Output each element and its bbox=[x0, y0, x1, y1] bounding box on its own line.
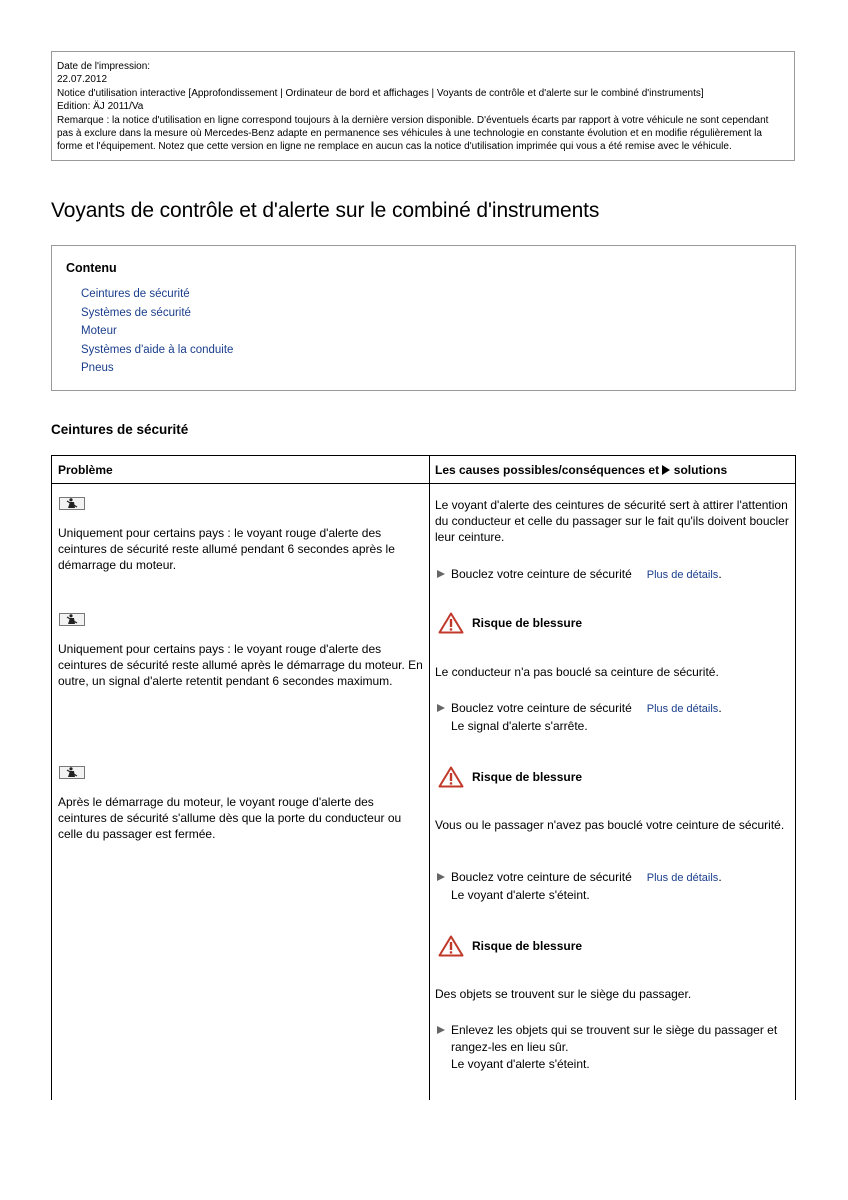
table-of-contents bbox=[51, 245, 796, 391]
link-period: . bbox=[718, 701, 722, 715]
cause-text: Des objets se trouvent sur le siège du passager. bbox=[435, 987, 692, 1001]
warning-label: Risque de blessure bbox=[472, 770, 583, 784]
seatbelt-icon bbox=[59, 766, 85, 779]
step-bullet-icon bbox=[437, 704, 445, 712]
link-period: . bbox=[718, 567, 722, 581]
arrow-right-icon bbox=[662, 465, 670, 475]
table-header bbox=[52, 456, 795, 484]
solution-step bbox=[435, 700, 790, 735]
solution-step bbox=[435, 566, 790, 584]
warning-label: Risque de blessure bbox=[472, 939, 583, 953]
print-date-label: Date de l'impression: bbox=[57, 61, 151, 72]
cause-text: Le voyant d'alerte des ceintures de sécurité sert à attirer l'attention du conducteur et celle du passager sur le fait qu'ils doivent boucler leur ceinture. bbox=[435, 498, 789, 544]
toc-link-seatbelts[interactable]: Ceintures de sécurité bbox=[81, 288, 190, 300]
warning-triangle-icon bbox=[438, 766, 464, 788]
warning-label: Risque de blessure bbox=[472, 616, 583, 630]
step-bullet-icon bbox=[437, 873, 445, 881]
step-result: Le signal d'alerte s'arrête. bbox=[451, 719, 588, 733]
step-text: Bouclez votre ceinture de sécurité bbox=[451, 567, 632, 581]
more-details-link[interactable]: Plus de détails bbox=[646, 569, 719, 581]
warning-triangle-icon bbox=[438, 935, 464, 957]
seatbelt-table bbox=[51, 455, 796, 1100]
step-text: Enlevez les objets qui se trouvent sur le siège du passager et rangez-les en lieu sûr. bbox=[451, 1023, 778, 1054]
toc-link-driving-assist[interactable]: Systèmes d'aide à la conduite bbox=[81, 343, 234, 356]
warning-heading bbox=[438, 766, 582, 788]
page-title: Voyants de contrôle et d'alerte sur le combiné d'instruments bbox=[51, 199, 600, 222]
col-solutions-label: solutions bbox=[673, 463, 728, 477]
problem-text: Uniquement pour certains pays : le voyant rouge d'alerte des ceintures de sécurité reste allumé après le démarrage du moteur. En outre, un signal d'alerte retentit pendant 6 secondes maximum. bbox=[58, 642, 423, 688]
solution-step bbox=[435, 869, 790, 904]
step-bullet-icon bbox=[437, 1026, 445, 1034]
print-date: 22.07.2012 bbox=[57, 74, 108, 86]
solution-step bbox=[435, 1022, 790, 1073]
step-result: Le voyant d'alerte s'éteint. bbox=[451, 1057, 590, 1071]
seatbelt-icon bbox=[59, 497, 85, 510]
toc-link-safety-systems[interactable]: Systèmes de sécurité bbox=[81, 306, 191, 319]
warning-heading bbox=[438, 935, 582, 957]
warning-heading bbox=[438, 612, 582, 634]
cause-text: Le conducteur n'a pas bouclé sa ceinture de sécurité. bbox=[435, 665, 719, 679]
print-info-box bbox=[51, 51, 795, 161]
toc-link-tyres[interactable]: Pneus bbox=[81, 362, 114, 374]
problem-text: Uniquement pour certains pays : le voyant rouge d'alerte des ceintures de sécurité reste allumé pendant 6 secondes après le démarrage du moteur. bbox=[58, 526, 395, 572]
toc-link-engine[interactable]: Moteur bbox=[81, 325, 117, 337]
link-period: . bbox=[718, 870, 722, 884]
more-details-link[interactable]: Plus de détails bbox=[646, 872, 719, 884]
col-problem: Problème bbox=[58, 463, 113, 477]
cause-text: Vous ou le passager n'avez pas bouclé votre ceinture de sécurité. bbox=[435, 818, 785, 832]
col-causes-label: Les causes possibles/conséquences et bbox=[435, 463, 660, 477]
column-divider bbox=[429, 456, 430, 1100]
seatbelt-icon bbox=[59, 613, 85, 626]
step-text: Bouclez votre ceinture de sécurité bbox=[451, 701, 632, 715]
remark: Remarque : la notice d'utilisation en ligne correspond toujours à la dernière version disponible. D'éventuels écarts par rapport à votre véhicule ne sont cependant pas à exclure dans la mesure où Mercedes-Benz adapte en permanence ses véhicules à une technologie en constante évolution et en modifie régulièrement la forme et l'équipement. Notez que cette version en ligne ne remplace en aucun cas la notice d'utilisation imprimée qui vous a été remise avec le véhicule. bbox=[57, 114, 769, 153]
more-details-link[interactable]: Plus de détails bbox=[646, 703, 719, 715]
step-result: Le voyant d'alerte s'éteint. bbox=[451, 888, 590, 902]
col-causes bbox=[435, 463, 727, 477]
step-bullet-icon bbox=[437, 570, 445, 578]
section-title: Ceintures de sécurité bbox=[51, 422, 189, 437]
toc-heading: Contenu bbox=[66, 261, 117, 275]
edition: Edition: ÄJ 2011/Va bbox=[57, 101, 144, 113]
document-path: Notice d'utilisation interactive [Approfondissement | Ordinateur de bord et affichages | Voyants de contrôle et d'alerte sur le combiné d'instruments] bbox=[57, 87, 704, 99]
step-text: Bouclez votre ceinture de sécurité bbox=[451, 870, 632, 884]
problem-text: Après le démarrage du moteur, le voyant rouge d'alerte des ceintures de sécurité s'allume dès que la porte du conducteur ou celle du passager est fermée. bbox=[58, 795, 402, 841]
warning-triangle-icon bbox=[438, 612, 464, 634]
